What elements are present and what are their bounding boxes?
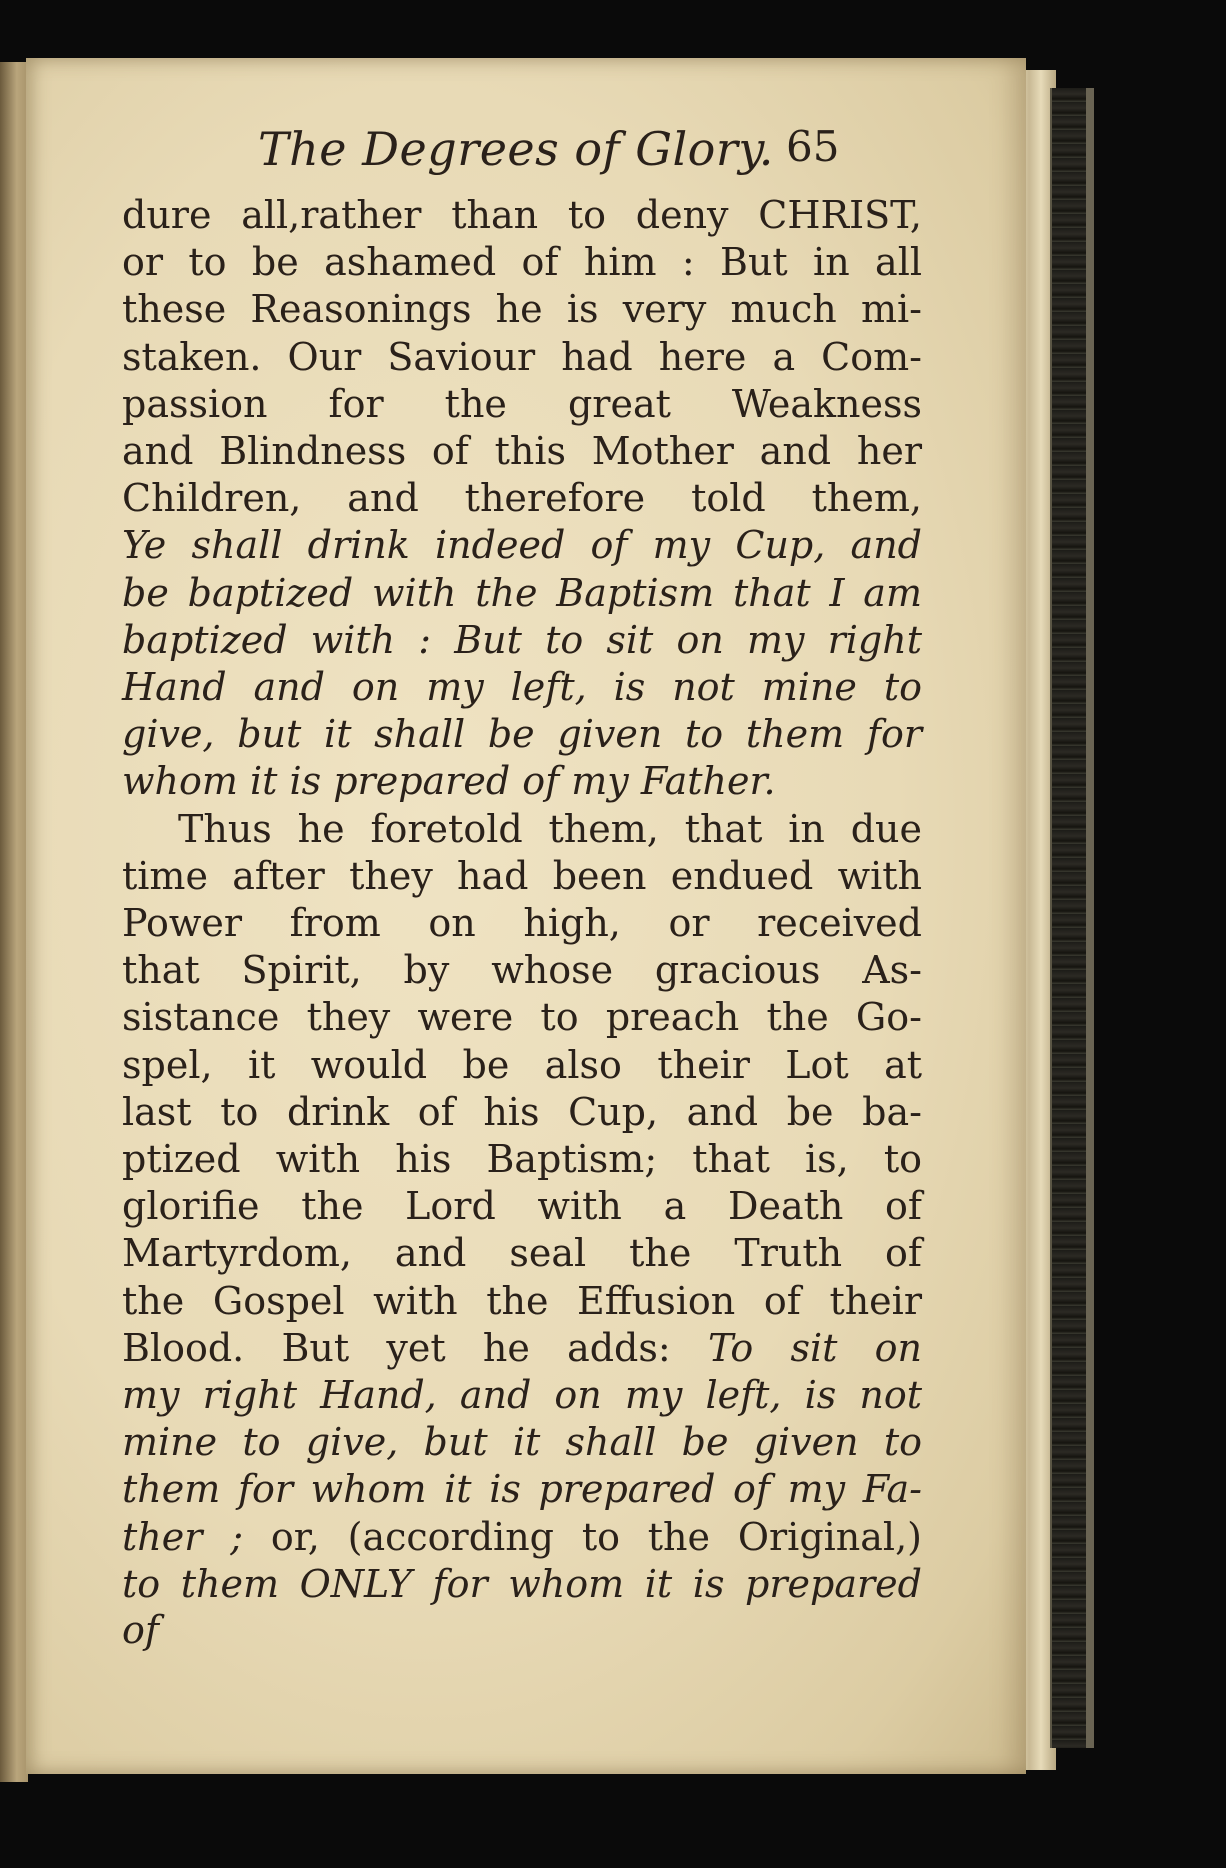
text-line-italic: my right Hand, and on my left, is not [122,1373,922,1418]
text-line: that Spirit, by whose gracious As- [122,948,922,993]
book-page [26,58,1026,1774]
text-line-italic: mine to give, but it shall be given to [122,1420,922,1465]
text-line: Children, and therefore told them, [122,476,922,521]
text-line-italic: to them ONLY for whom it is prepared [122,1561,922,1606]
previous-page-edge [0,62,28,1782]
binding-edge [1086,88,1094,1748]
text-line: staken. Our Saviour had here a Com- [122,334,922,379]
page-number: 65 [786,122,840,171]
text-line: sistance they were to preach the Go- [122,995,922,1040]
text-line: spel, it would be also their Lot at [122,1042,922,1087]
text-line-italic: baptized with : But to sit on my right [122,617,922,662]
text-segment: or, (according to the Original,) [270,1514,922,1559]
running-head [122,122,922,192]
text-line-italic: Ye shall drink indeed of my Cup, and [122,523,922,568]
text-block [122,122,922,1652]
text-line: last to drink of his Cup, and be ba- [122,1089,922,1134]
text-line: ptized with his Baptism; that is, to [122,1137,922,1182]
text-line: Martyrdom, and seal the Truth of [122,1231,922,1276]
text-line: and Blindness of this Mother and her [122,429,922,474]
paragraph-start-line: Thus he foretold them, that in due [178,806,922,851]
text-line: these Reasonings he is very much mi- [122,287,922,332]
book-binding [1050,88,1088,1748]
text-segment: Blood. But yet he adds: [122,1325,671,1370]
text-line: the Gospel with the Effusion of their [122,1278,922,1323]
text-line: time after they had been endued with [122,853,922,898]
text-line: glorifie the Lord with a Death of [122,1184,922,1229]
text-line-italic: them for whom it is prepared of my Fa- [122,1467,922,1512]
text-line-italic: give, but it shall be given to them for [122,712,922,757]
text-segment-italic: ther ; [122,1514,244,1559]
text-line-italic: Hand and on my left, is not mine to [122,665,922,710]
catchword: of [122,1608,159,1653]
text-line: Power from on high, or received [122,901,922,946]
text-line-mixed [122,1325,922,1372]
text-line-italic: whom it is prepared of my Father. [122,759,776,804]
text-line: passion for the great Weakness [122,381,922,426]
running-title: The Degrees of Glory. [258,122,774,176]
text-line: dure all,rather than to deny CHRIST, [122,193,922,237]
text-line-italic: be baptized with the Baptism that I am [122,570,922,615]
body-text [122,192,922,1652]
text-line: or to be ashamed of him : But in all [122,240,922,285]
text-segment-italic: To sit on [707,1325,922,1370]
text-line-mixed [122,1514,922,1561]
